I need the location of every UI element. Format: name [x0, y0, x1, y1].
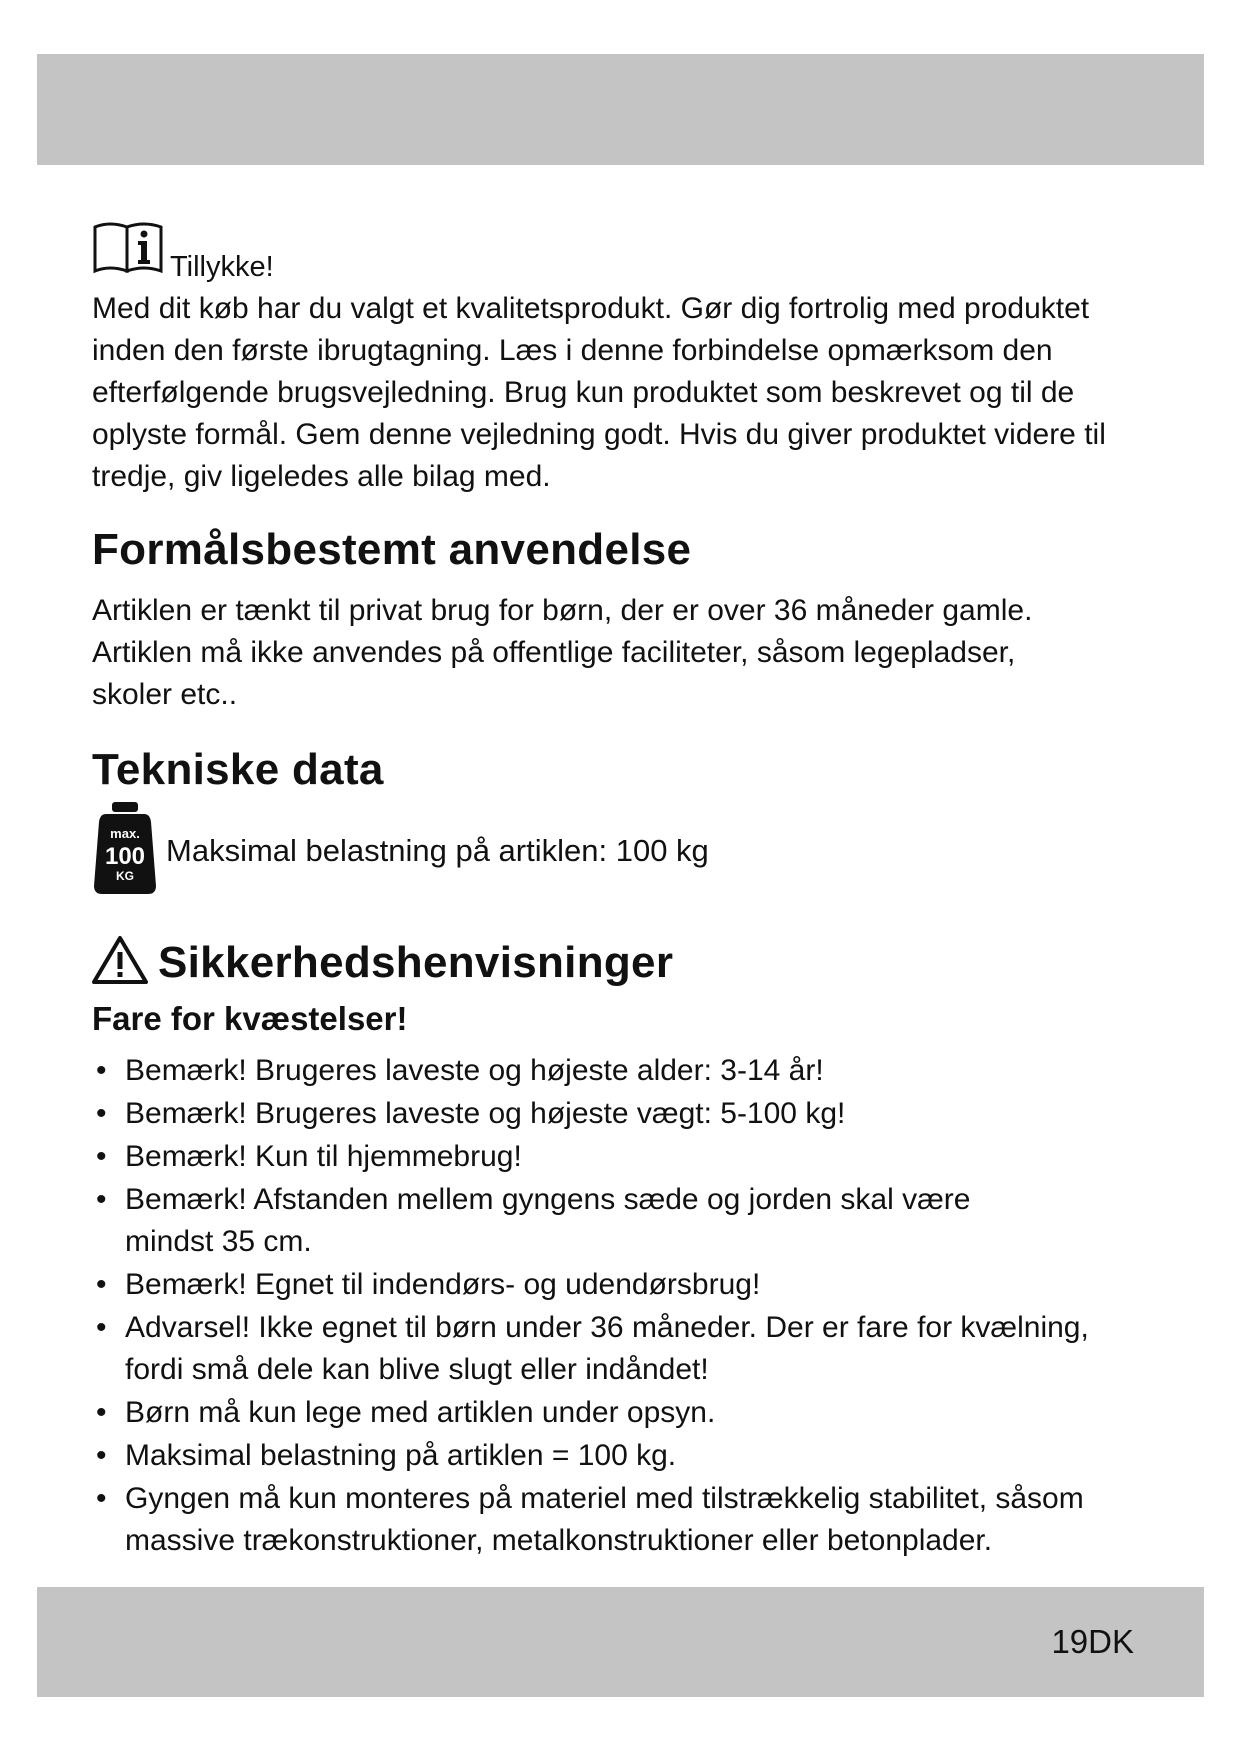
- info-book-icon: [92, 219, 164, 282]
- tech-row: [92, 800, 709, 901]
- intro-heading: [92, 222, 274, 282]
- page-number: 19DK: [1051, 1623, 1134, 1660]
- list-item: • Bemærk! Afstanden mellem gyngens sæde og jorden skal være mindst 35 cm.: [96, 1183, 971, 1258]
- list-item: • Bemærk! Egnet til indendørs- og udendørsbrug!: [96, 1268, 761, 1301]
- footer-band: [37, 1587, 1204, 1697]
- svg-text:100: 100: [104, 843, 146, 870]
- max-weight-icon: [92, 800, 158, 901]
- intro-title: Tillykke!: [170, 251, 274, 283]
- safety-heading: [92, 935, 673, 990]
- warning-triangle-icon: [92, 935, 148, 990]
- max-load-text: Maksimal belastning på artiklen: 100 kg: [166, 832, 709, 868]
- list-item: • Bemærk! Kun til hjemmebrug!: [96, 1140, 522, 1173]
- tech-heading: Tekniske data: [92, 745, 384, 794]
- list-item: • Maksimal belastning på artiklen = 100 kg.: [96, 1439, 677, 1472]
- header-band: [37, 54, 1204, 165]
- safety-subheading: Fare for kvæstelser!: [92, 1000, 408, 1037]
- list-item: • Børn må kun lege med artiklen under opsyn.: [96, 1396, 716, 1429]
- intro-paragraph: Med dit køb har du valgt et kvalitetsprodukt. Gør dig fortrolig med produktet inden den første ibrugtagning. Læs i denne forbindelse opmærksom den efterfølgende brugsvejledning. Brug kun produktet som beskrevet og til de oplyste formål. Gem denne vejledning godt. Hvis du giver produktet videre til tredje, giv ligeledes alle bilag med.: [92, 292, 1106, 493]
- svg-text:KG: KG: [116, 869, 134, 883]
- list-item: • Advarsel! Ikke egnet til børn under 36 måneder. Der er fare for kvælning, fordi små dele kan blive slugt eller indåndet!: [96, 1311, 1089, 1386]
- usage-paragraph: Artiklen er tænkt til privat brug for børn, der er over 36 måneder gamle. Artiklen må ikke anvendes på offentlige faciliteter, såsom legepladser, skoler etc..: [92, 594, 1033, 711]
- list-item: • Gyngen må kun monteres på materiel med tilstrækkelig stabilitet, såsom massive trækonstruktioner, metalkonstruktioner eller betonplader.: [96, 1482, 1084, 1557]
- usage-heading: Formålsbestemt anvendelse: [92, 525, 692, 574]
- list-item: • Bemærk! Brugeres laveste og højeste vægt: 5-100 kg!: [96, 1097, 846, 1130]
- safety-title: Sikkerhedshenvisninger: [158, 937, 674, 987]
- svg-text:max.: max.: [110, 826, 140, 841]
- safety-list: [92, 1050, 1152, 1563]
- list-item: • Bemærk! Brugeres laveste og højeste alder: 3-14 år!: [96, 1054, 824, 1087]
